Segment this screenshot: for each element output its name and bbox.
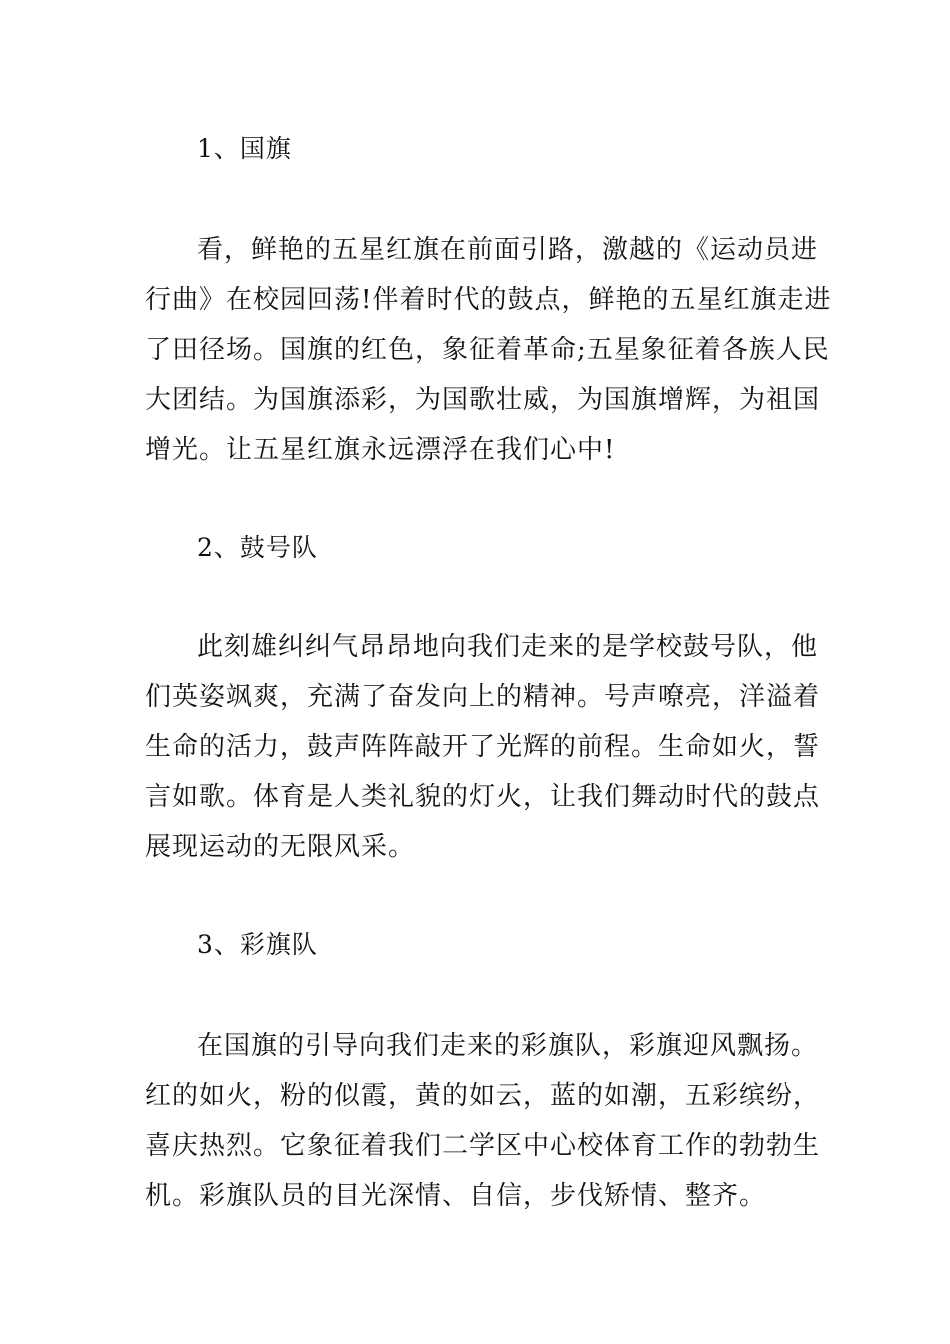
paragraph-line: 生命的活力，鼓声阵阵敲开了光辉的前程。生命如火，誓 <box>145 732 821 762</box>
paragraph-line: 展现运动的无限风采。 <box>145 832 416 862</box>
paragraph-line: 红的如火，粉的似霞，黄的如云，蓝的如潮，五彩缤纷， <box>145 1081 821 1111</box>
paragraph-line: 喜庆热烈。它象征着我们二学区中心校体育工作的勃勃生 <box>145 1131 821 1161</box>
paragraph-line: 言如歌。体育是人类礼貌的灯火，让我们舞动时代的鼓点 <box>145 782 821 812</box>
section-heading-national-flag: 1、国旗 <box>197 134 292 163</box>
paragraph-line: 机。彩旗队员的目光深情、自信，步伐矫情、整齐。 <box>145 1181 767 1211</box>
paragraph-line: 们英姿飒爽，充满了奋发向上的精神。号声嘹亮，洋溢着 <box>145 682 821 712</box>
section-paragraph-drum-band <box>145 622 821 872</box>
paragraph-line: 在国旗的引导向我们走来的彩旗队，彩旗迎风飘扬。 <box>197 1031 819 1061</box>
section-heading-color-flag-team: 3、彩旗队 <box>197 930 318 959</box>
section-paragraph-national-flag <box>145 225 832 475</box>
paragraph-line: 行曲》在校园回荡!伴着时代的鼓点，鲜艳的五星红旗走进 <box>145 285 832 315</box>
paragraph-line: 此刻雄纠纠气昂昂地向我们走来的是学校鼓号队，他 <box>197 632 819 662</box>
paragraph-line: 了田径场。国旗的红色，象征着革命;五星象征着各族人民 <box>145 335 830 365</box>
section-heading-drum-band: 2、鼓号队 <box>197 533 318 562</box>
paragraph-line: 大团结。为国旗添彩，为国歌壮威，为国旗增辉，为祖国 <box>145 385 821 415</box>
paragraph-line: 增光。让五星红旗永远漂浮在我们心中! <box>145 435 616 465</box>
section-paragraph-color-flag-team <box>145 1021 821 1221</box>
paragraph-line: 看，鲜艳的五星红旗在前面引路，激越的《运动员进 <box>197 235 819 265</box>
